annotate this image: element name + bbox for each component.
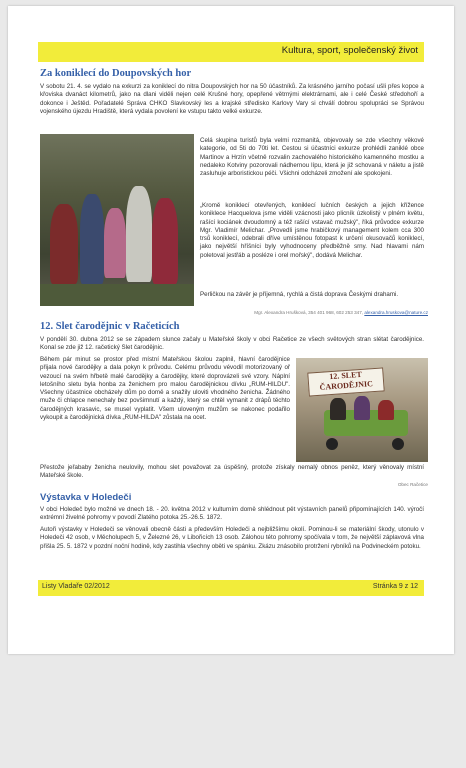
footer-bar: [38, 580, 424, 596]
article2-closing: Přestože jeřababy ženicha neulovily, mohou slet považovat za úspěšný, protože získaly nemalý obnos peněz, který věnovaly místní Mateřské škole.: [40, 464, 424, 480]
article2-lead: V pondělí 30. dubna 2012 se se západem slunce začaly u Mateřské školy v obci Račetice ze všech světových stran slétat čarodějnice. Konal se zde již 12. račetický Slet čarodějnic.: [40, 336, 424, 352]
article2-photo-banner: 12. SLET ČARODĚJNIC: [307, 367, 384, 396]
footer-page-number: Stránka 9 z 12: [372, 583, 418, 590]
article3-paragraph-1: V obci Holedeč bylo možné ve dnech 18. - 20. května 2012 v kulturním domě shlédnout pět výstavních panelů připomínajících 140. výročí extrémní živelné pohromy v povodí Zlatého potoka 25.-26.5. 1872.: [40, 506, 424, 522]
footer-issue: Listy Vladaře 02/2012: [42, 583, 110, 590]
page-sheet: [8, 6, 454, 654]
article1-credit-email[interactable]: alexandra.hruskova@nature.cz: [364, 310, 428, 315]
article2-photo: [296, 358, 428, 462]
article1-quote: „Kromě koniklecí otevřených, koniklecí lučních českých a jejich křížence koniklece Hacquelova jsme viděli vzácnosti jako plicník úzkolistý v plném květu, rašící kociánek dvoudomný a též rašící vstavač mužský", říká průvodce exkurze Mgr. Vladimír Melichar. „Provedli jsme hrabičkový management kolem cca 300 trsů koniklecí, odebrali dříve umístěnou fotopast k určení okusovačů koniklecí, jako největší hříšníci byly vyhodnoceny předběžně srny. Nad hlavami nám poletoval jestřáb a posléze i orel mořský", dodává Melichar.: [200, 202, 424, 259]
article3-title: Výstavka v Holedeči: [40, 492, 132, 503]
article1-title: Za koniklecí do Doupovských hor: [40, 68, 192, 79]
article1-lead: V sobotu 21. 4. se vydalo na exkurzi za koniklecí do nitra Doupovských hor na 50 účastníků. Za krásného jarního počasí ušli přes kopce a křoviska dvanáct kilometrů, jako na dlani viděli nejen celé Krušné hory, opepřené větrnými elektrárnami, ale i celé České středohoří a dokonce i Ještěd. Pořadatelé Správa CHKO Slavkovský les a krajské středisko Karlovy Vary si chválí dobrou spolupráci se Správou vojenského újezdu Hradiště, která vydala povolení ke vstupu takto velké exkurze.: [40, 83, 424, 115]
article2-title: 12. Slet čarodějnic v Račeticích: [40, 321, 180, 332]
section-title: Kultura, sport, společenský život: [281, 45, 418, 56]
article1-body: Celá skupina turistů byla velmi rozmanitá, objevovaly se zde všechny věkové kategorie, od 5ti do 70ti let. Cestou si účastníci exkurze prohlédli zaniklé obce Martinov a Hrzín včetně rozvalin zachovalého historického kamenného mostku a nedaleko Kotviny pozorovali nádhernou lípu, která je již schovaná v náletu a jistě zasluhuje arboristickou péči. Všichni odcházeli zmožení ale spokojeni.: [200, 137, 424, 178]
article2-body: Během pár minut se prostor před místní Mateřskou školou zaplnil, hlavní čarodějnice přijala nové čarodějky a dala pokyn k průvodu. Celému průvodu vévodil motorizovaný oř vezoucí na svém hřbetě malé čarodějky a čarodějky, které doprovázeli své vzory. Náplní letošního sletu byla honba za ženichem pro malou čarodějnickou dívku „RUM-HILDU". Všechny účastnice obcházely dům po domě a snažily uloviti vhodného ženicha. Žádného muže či chlapce nenechaly bez povšimnutí a každý, který se chtěl vymanit z drápů těchto čarodějných krasavic, se musel vyplatit. Všem uloveným mužům se nakonec podařilo vykoupit a čarodějnická dívka „RUM-HILDA" zůstala na ocet.: [40, 356, 290, 422]
article1-credit: [248, 310, 428, 315]
section-header-bar: [38, 42, 424, 62]
article1-credit-name: Mgr. Alexandra Hrušková, 354 401 968, 602 253 347,: [254, 310, 364, 315]
article2-credit: Obec Račetice: [397, 482, 428, 487]
article1-photo: [40, 134, 194, 306]
article3-paragraph-2: Autoři výstavky v Holedeči se věnovali obecně části a především Holedeči a nejbližšímu okolí. Pominou-li se materiální škody, utonulo v Holedeči 42 osob, v Měcholupech 5, v Železné 26, v Libořicích 13 osob. Zálohou této pohromy spočívala v tom, že největší záplavová vlna přišla 25. 5. 1872 v pozdní noční hodině, kdy zastihla všechny oběti ve spánku. Zkázu znásobilo protržení rybníků na Podvineckém potoku.: [40, 526, 424, 550]
article1-closing: Perličkou na závěr je příjemná, rychlá a čistá doprava Českými drahami.: [200, 291, 399, 298]
